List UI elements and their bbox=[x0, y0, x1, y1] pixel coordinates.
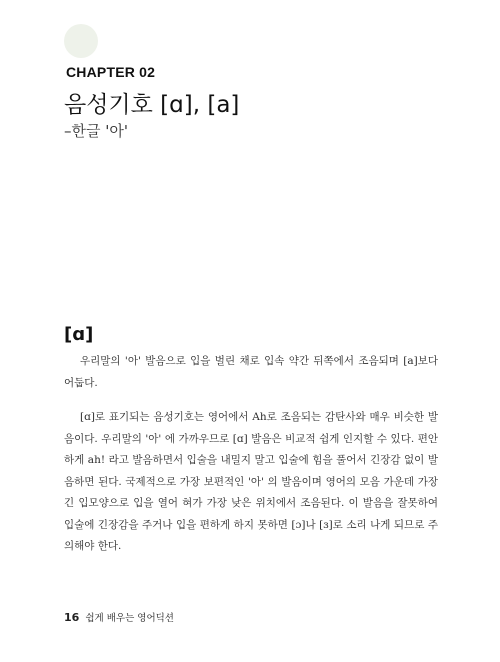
page-number: 16 bbox=[64, 611, 80, 624]
page-footer bbox=[64, 610, 174, 624]
paragraph-2: [ɑ]로 표기되는 음성기호는 영어에서 Ah로 조음되는 감탄사와 매우 비슷한 발음이다. 우리말의 '아' 에 가까우므로 [ɑ] 발음은 비교적 쉽게 인지할 수 있다. 편안하게 ah! 라고 발음하면서 입술을 내밀지 말고 입술에 힘을 풀어서 긴장감 없이 발음하면 된다. 국제적으로 가장 보편적인 '아' 의 발음이며 영어의 모음 가운데 가장 긴 입모양으로 입을 열어 혀가 가장 낮은 위치에서 조음된다. 이 발음을 잘못하여 입술에 긴장감을 주거나 입을 편하게 하지 못하면 [ɔ]나 [ɜ]로 소리 나게 되므로 주의해야 한다. bbox=[64, 411, 438, 552]
chapter-subtitle: –한글 '아' bbox=[64, 122, 128, 140]
book-title: 쉽게 배우는 영어딕션 bbox=[85, 613, 174, 624]
paragraph-1: 우리말의 '아' 발음으로 입을 벌린 채로 입속 약간 뒤쪽에서 조음되며 [a]보다 어둡다. bbox=[64, 355, 438, 389]
section-heading: [ɑ] bbox=[64, 324, 94, 345]
chapter-label: CHAPTER 02 bbox=[66, 64, 156, 80]
decorative-circle bbox=[64, 24, 98, 58]
chapter-title: 음성기호 [ɑ], [a] bbox=[64, 92, 240, 118]
